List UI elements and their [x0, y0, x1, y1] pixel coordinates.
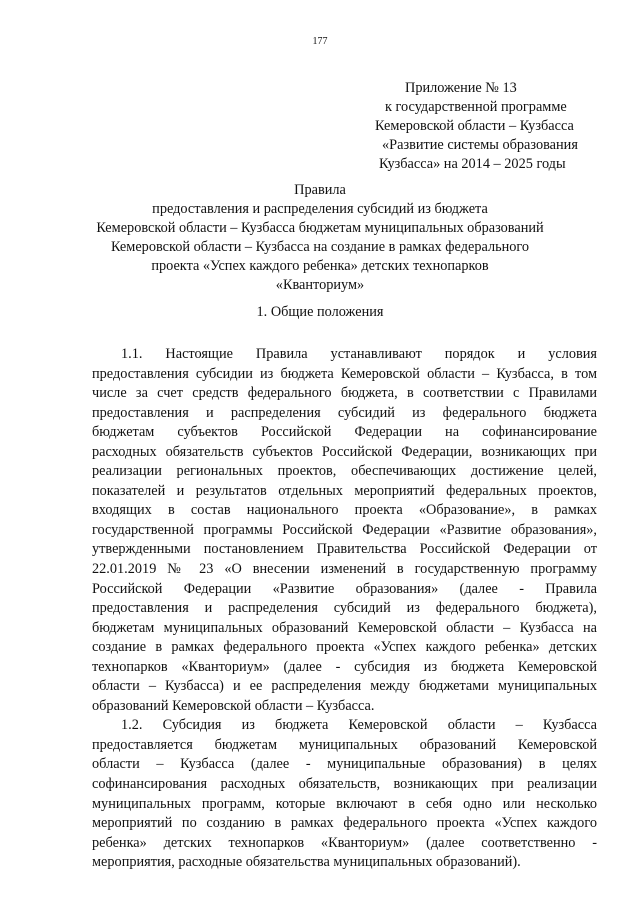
paragraph-line: показателей и результатов отдельных мероприятий федеральных проектов,	[92, 482, 597, 499]
paragraph-line: 22.01.2019 № 23 «О внесении изменений в государственную программу	[92, 561, 597, 578]
paragraph-line: Российской Федерации «Развитие образования» (далее - Правила	[92, 580, 597, 597]
paragraph-line: образований Кемеровской области – Кузбасса.	[92, 697, 375, 714]
paragraph-line: 1.1. Настоящие Правила устанавливают порядок и условия	[121, 346, 597, 362]
paragraph-line: муниципальных программ, которые включают в себя одно или несколько	[92, 795, 597, 812]
title-line: Кемеровской области – Кузбасса на создание в рамках федерального	[110, 239, 530, 255]
paragraph-line: предоставляется бюджетам муниципальных образований Кемеровской	[92, 736, 597, 753]
title-line: проекта «Успех каждого ребенка» детских технопарков	[151, 258, 489, 274]
section-heading: 1. Общие положения	[256, 304, 384, 320]
title-line: Правила	[294, 182, 346, 198]
paragraph-line: ребенка» детских технопарков «Кванториум» (далее соответственно -	[92, 834, 597, 851]
title-line: «Кванториум»	[275, 277, 365, 293]
paragraph-line: реализации региональных проектов, обеспечивающих достижение целей,	[92, 463, 597, 480]
paragraph-line: 1.2. Субсидия из бюджета Кемеровской области – Кузбасса	[121, 717, 597, 734]
paragraph-line: области – Кузбасса (далее - муниципальные образования) в целях	[92, 756, 597, 773]
appendix-line: Приложение № 13	[405, 80, 517, 96]
paragraph-line: бюджетам муниципальных образований Кемеровской области – Кузбасса на	[92, 619, 597, 636]
appendix-line: к государственной программе	[385, 99, 567, 115]
page-number: 177	[312, 36, 328, 47]
document-title	[0, 181, 640, 295]
paragraph-line: входящих в состав национального проекта «Образование», в рамках	[92, 502, 597, 519]
paragraph-line: бюджетам субъектов Российской Федерации на софинансирование	[92, 424, 597, 441]
title-line: Кемеровской области – Кузбасса бюджетам муниципальных образований	[96, 220, 544, 236]
paragraph-line: числе за счет средств федерального бюджета, в соответствии с Правилами	[92, 385, 597, 402]
appendix-line: Кузбасса» на 2014 – 2025 годы	[379, 156, 566, 172]
paragraph-line: предоставления и распределения субсидий из федерального бюджета	[92, 404, 597, 421]
paragraph-line: создание в рамках федерального проекта «Успех каждого ребенка» детских	[92, 639, 597, 656]
paragraph-line: мероприятий по созданию в рамках федерального проекта «Успех каждого	[92, 815, 597, 832]
paragraph-line: предоставления субсидии из бюджета Кемеровской области – Кузбасса, в том	[92, 365, 597, 382]
paragraph-line: мероприятия, расходные обязательства муниципальных образований).	[92, 854, 521, 871]
paragraph-line: технопарков «Кванториум» (далее - субсидия из бюджета Кемеровской	[92, 658, 597, 675]
paragraph-line: расходных обязательств субъектов Российской Федерации, возникающих при	[92, 443, 597, 460]
paragraph-line: утвержденными постановлением Правительства Российской Федерации от	[92, 541, 597, 558]
body-text	[92, 345, 597, 873]
appendix-line: Кемеровской области – Кузбасса	[375, 118, 574, 134]
paragraph-line: области – Кузбасса) и ее распределения между бюджетами муниципальных	[92, 678, 597, 695]
paragraph-line: предоставления и распределения субсидий из федерального бюджета),	[92, 600, 597, 617]
paragraph-line: софинансирования расходных обязательств, возникающих при реализации	[92, 776, 597, 793]
appendix-line: «Развитие системы образования	[382, 137, 578, 153]
paragraph-line: государственной программы Российской Федерации «Развитие образования»,	[92, 521, 597, 538]
title-line: предоставления и распределения субсидий из бюджета	[152, 201, 488, 217]
